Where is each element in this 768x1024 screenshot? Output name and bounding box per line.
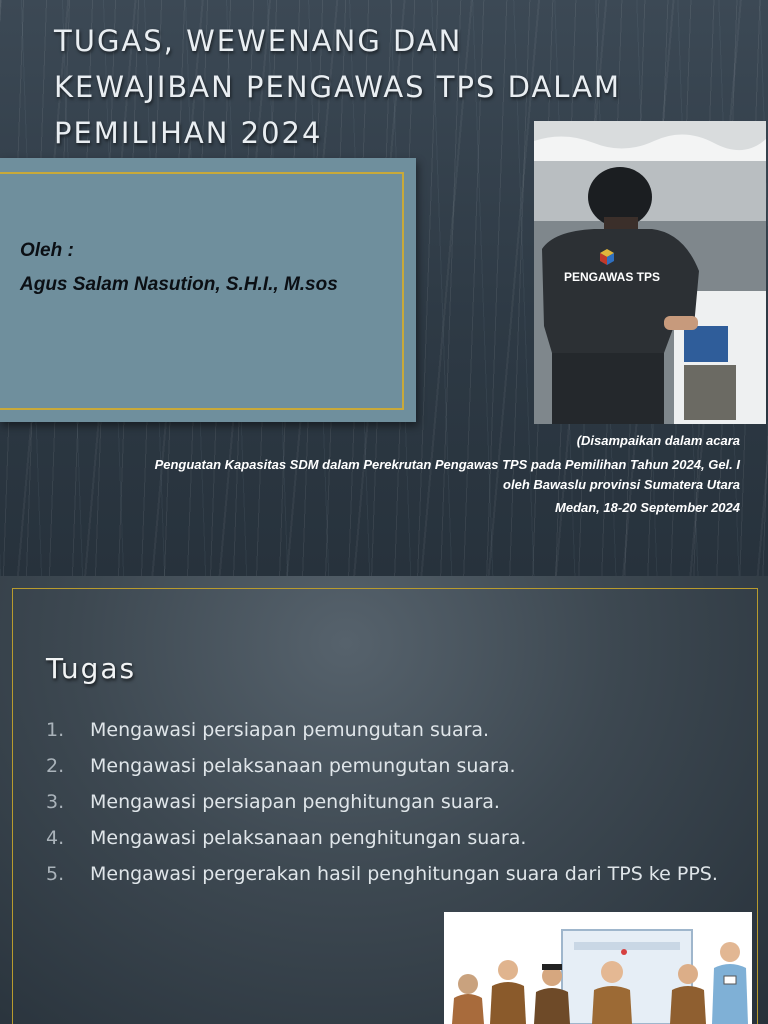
list-item [46, 752, 736, 780]
list-number: 5. [46, 863, 65, 885]
tugas-heading: Tugas [46, 652, 137, 685]
task-list [46, 716, 736, 896]
list-text: Mengawasi pergerakan hasil penghitungan suara dari TPS ke PPS. [90, 863, 718, 885]
title-line: PEMILIHAN 2024 [54, 116, 323, 150]
list-text: Mengawasi pelaksanaan pemungutan suara. [90, 755, 516, 777]
shirt-text: PENGAWAS TPS [564, 270, 661, 284]
caption-line-2: Penguatan Kapasitas SDM dalam Perekrutan Pengawas TPS pada Pemilihan Tahun 2024, Gel. I [154, 457, 740, 472]
list-number: 1. [46, 719, 65, 741]
pengawas-photo [534, 121, 766, 424]
list-text: Mengawasi persiapan penghitungan suara. [90, 791, 500, 813]
author-box [0, 158, 416, 422]
list-item [46, 788, 736, 816]
list-number: 3. [46, 791, 65, 813]
author-name: Agus Salam Nasution, S.H.I., M.sos [20, 274, 338, 295]
caption-line-1: (Disampaikan dalam acara [576, 433, 740, 448]
list-number: 4. [46, 827, 65, 849]
list-text: Mengawasi persiapan pemungutan suara. [90, 719, 490, 741]
tugas-slide [0, 576, 768, 1024]
election-illustration [444, 912, 752, 1024]
list-text: Mengawasi pelaksanaan penghitungan suara. [90, 827, 527, 849]
caption-line-3: oleh Bawaslu provinsi Sumatera Utara [503, 477, 740, 492]
oleh-label: Oleh : [20, 240, 74, 261]
caption-line-4: Medan, 18-20 September 2024 [555, 500, 740, 515]
list-number: 2. [46, 755, 65, 777]
list-item [46, 716, 736, 744]
title-line: TUGAS, WEWENANG DAN [54, 24, 463, 58]
list-item [46, 860, 736, 888]
title-line: KEWAJIBAN PENGAWAS TPS DALAM [54, 70, 621, 104]
list-item [46, 824, 736, 852]
